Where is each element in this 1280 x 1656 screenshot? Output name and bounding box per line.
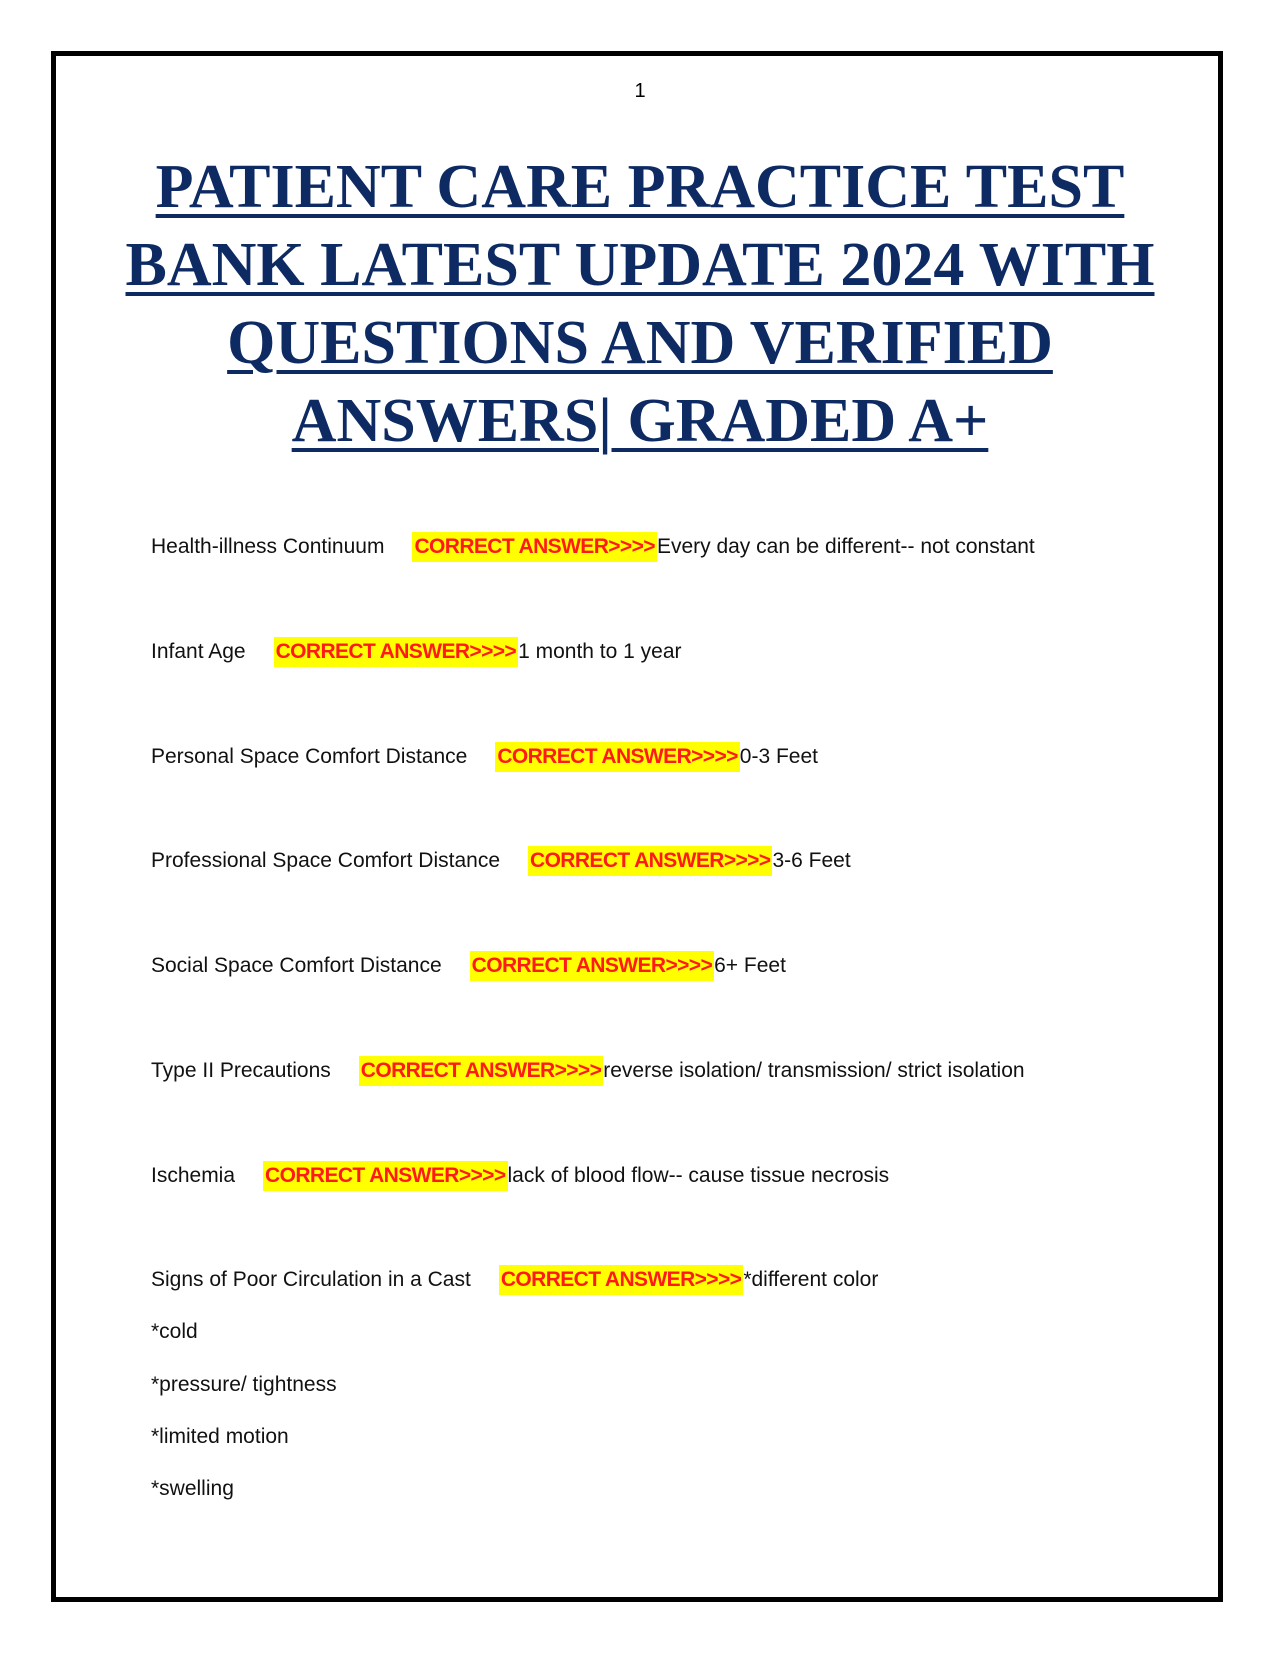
qa-answer: 6+ Feet [714, 954, 786, 977]
qa-term: Social Space Comfort Distance [151, 954, 442, 977]
correct-answer-marker: CORRECT ANSWER>>>> [359, 1056, 603, 1086]
qa-item [151, 1161, 889, 1191]
correct-answer-marker: CORRECT ANSWER>>>> [470, 951, 714, 981]
qa-answer: 3-6 Feet [772, 849, 851, 872]
correct-answer-marker: CORRECT ANSWER>>>> [528, 846, 772, 876]
title-line: ANSWERS| GRADED A+ [291, 387, 989, 455]
qa-item [151, 1265, 878, 1295]
qa-item [151, 742, 818, 772]
qa-term: Professional Space Comfort Distance [151, 849, 500, 872]
correct-answer-marker: CORRECT ANSWER>>>> [263, 1161, 507, 1191]
answer-continuation-line: *cold [151, 1320, 198, 1343]
qa-term: Infant Age [151, 640, 246, 663]
qa-term: Health-illness Continuum [151, 535, 385, 558]
qa-answer: *different color [743, 1268, 879, 1291]
qa-term: Signs of Poor Circulation in a Cast [151, 1268, 471, 1291]
qa-answer: 1 month to 1 year [518, 640, 682, 663]
qa-term: Type II Precautions [151, 1059, 331, 1082]
qa-item [151, 951, 786, 981]
correct-answer-marker: CORRECT ANSWER>>>> [495, 742, 739, 772]
qa-answer: 0-3 Feet [739, 745, 819, 768]
qa-item [151, 1056, 1025, 1086]
correct-answer-marker: CORRECT ANSWER>>>> [412, 532, 656, 562]
answer-continuation-line: *pressure/ tightness [151, 1373, 337, 1396]
answer-continuation-line: *limited motion [151, 1425, 289, 1448]
qa-term: Ischemia [151, 1164, 236, 1187]
qa-item [151, 532, 1035, 562]
document-title [120, 148, 1160, 460]
qa-item [151, 846, 851, 876]
answer-continuation-line: *swelling [151, 1477, 234, 1500]
correct-answer-marker: CORRECT ANSWER>>>> [499, 1265, 743, 1295]
qa-term: Personal Space Comfort Distance [151, 745, 468, 768]
qa-answer: lack of blood flow-- cause tissue necrosis [507, 1164, 890, 1187]
correct-answer-marker: CORRECT ANSWER>>>> [274, 637, 518, 667]
title-line: QUESTIONS AND VERIFIED [227, 309, 1053, 377]
qa-answer: reverse isolation/ transmission/ strict isolation [603, 1059, 1025, 1082]
qa-item [151, 637, 682, 667]
title-line: PATIENT CARE PRACTICE TEST [155, 153, 1125, 221]
title-line: BANK LATEST UPDATE 2024 WITH [125, 231, 1155, 299]
page-number: 1 [634, 80, 646, 102]
qa-answer: Every day can be different-- not constant [656, 535, 1035, 558]
